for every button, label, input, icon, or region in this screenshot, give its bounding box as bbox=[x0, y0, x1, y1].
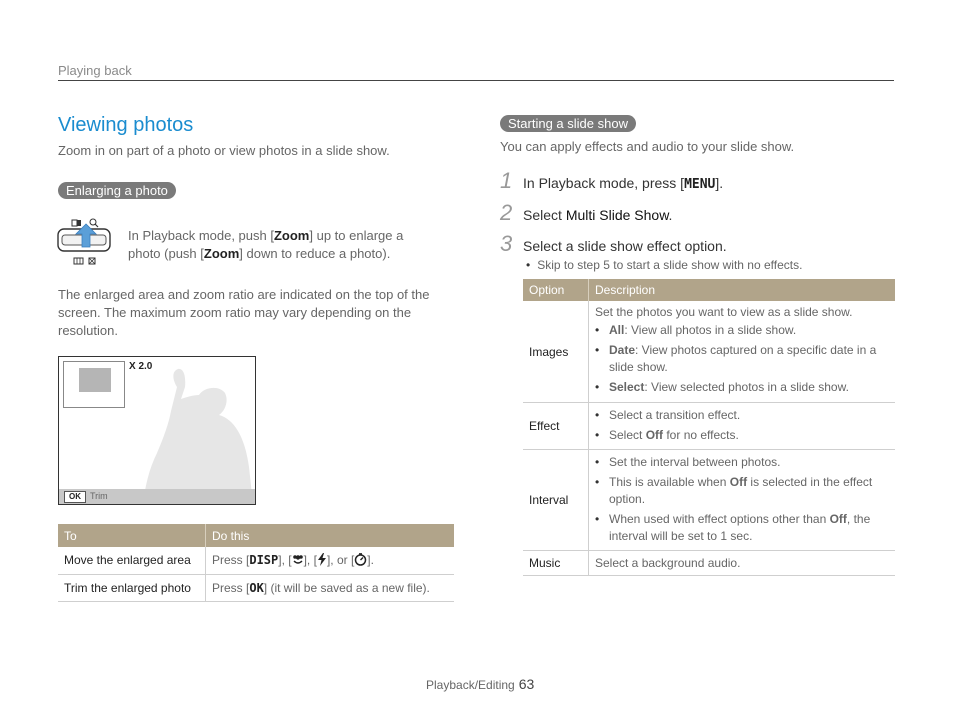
trim-label: Trim bbox=[90, 491, 108, 501]
footer-label: Playback/Editing bbox=[426, 678, 515, 692]
effect-details bbox=[595, 407, 889, 444]
skip-note-text: Skip to step 5 to start a slide show with no effects. bbox=[537, 258, 803, 272]
step-text: Select a slide show effect option. bbox=[523, 238, 727, 254]
option-images: Images bbox=[523, 301, 589, 403]
zoom-instruction bbox=[128, 227, 428, 263]
list-item bbox=[595, 511, 889, 545]
sub-option-name: Date bbox=[609, 343, 636, 357]
section-header: Playing back bbox=[58, 63, 132, 78]
option-music: Music bbox=[523, 551, 589, 576]
zoom-key-label: Zoom bbox=[203, 246, 240, 261]
sub-option-text: : View photos captured on a specific date in a slide show. bbox=[609, 343, 877, 374]
action-trim-photo: Trim the enlarged photo bbox=[58, 574, 206, 601]
detail-text: Select bbox=[609, 428, 646, 442]
zoom-instruction-text: ] down to reduce a photo). bbox=[239, 246, 391, 261]
detail-text: This is available when bbox=[609, 475, 730, 489]
list-item bbox=[595, 342, 889, 376]
step-number: 3 bbox=[500, 231, 513, 256]
list-item bbox=[595, 379, 889, 396]
menu-option-name: Multi Slide Show bbox=[565, 207, 669, 223]
page-number: 63 bbox=[518, 676, 535, 692]
list-item bbox=[595, 474, 889, 508]
bullet: • bbox=[526, 258, 531, 272]
table-row bbox=[523, 403, 895, 450]
zoom-navigation-box bbox=[63, 361, 125, 408]
page-intro: Zoom in on part of a photo or view photos in a slide show. bbox=[58, 143, 390, 158]
ok-key-label: OK bbox=[249, 580, 264, 595]
ok-key-icon: OK bbox=[64, 491, 86, 503]
detail-text: is selected in the effect option. bbox=[609, 475, 873, 506]
zoom-instruction-text: ] up to enlarge a photo (push [ bbox=[128, 228, 404, 261]
slideshow-heading: Starting a slide show bbox=[500, 115, 636, 132]
macro-flower-icon bbox=[292, 553, 304, 565]
table-header-to: To bbox=[58, 524, 206, 547]
step-text bbox=[523, 175, 723, 192]
sub-option-text: : View selected photos in a slide show. bbox=[644, 380, 849, 394]
table-header-description: Description bbox=[589, 279, 896, 301]
table-text: ], or [ bbox=[326, 553, 355, 568]
slideshow-options-table bbox=[523, 279, 895, 576]
option-effect: Effect bbox=[523, 403, 589, 450]
action-trim-keys bbox=[206, 574, 455, 601]
table-row bbox=[523, 301, 895, 403]
sub-option-name: Select bbox=[609, 380, 645, 394]
table-row bbox=[523, 551, 895, 576]
preview-bottom-bar bbox=[59, 489, 255, 504]
menu-key-label: MENU bbox=[684, 177, 716, 192]
step-number: 1 bbox=[500, 168, 513, 193]
step-text-part: . bbox=[668, 207, 673, 223]
table-header-do-this: Do this bbox=[206, 524, 455, 547]
option-music-description: Select a background audio. bbox=[589, 551, 896, 576]
sub-option-text: : View all photos in a slide show. bbox=[624, 323, 797, 337]
slideshow-intro: You can apply effects and audio to your slide show. bbox=[500, 139, 795, 154]
table-text: Press [ bbox=[212, 553, 250, 568]
step-1 bbox=[500, 168, 723, 194]
step-text-part: In Playback mode, press [ bbox=[523, 175, 685, 191]
table-row bbox=[523, 450, 895, 551]
table-text: ], [ bbox=[303, 553, 317, 568]
detail-text: , the interval will be set to 1 sec. bbox=[609, 512, 871, 543]
step-number: 2 bbox=[500, 200, 513, 225]
action-move-area: Move the enlarged area bbox=[58, 547, 206, 574]
zoom-actions-table bbox=[58, 524, 454, 602]
zoom-key-label: Zoom bbox=[273, 228, 310, 243]
self-timer-icon bbox=[354, 553, 367, 566]
off-option-label: Off bbox=[645, 428, 664, 442]
step-3 bbox=[500, 231, 727, 257]
detail-text: for no effects. bbox=[663, 428, 739, 442]
sub-option-name: All bbox=[609, 323, 625, 337]
zoom-lever-icon bbox=[56, 217, 112, 267]
list-item bbox=[595, 322, 889, 339]
page-footer bbox=[426, 676, 534, 692]
off-option-label: Off bbox=[729, 475, 748, 489]
enlarging-heading: Enlarging a photo bbox=[58, 182, 176, 199]
detail-text: When used with effect options other than bbox=[609, 512, 830, 526]
table-header-option: Option bbox=[523, 279, 589, 301]
disp-key-label: DISP bbox=[249, 553, 279, 568]
table-text: ], [ bbox=[278, 553, 292, 568]
enlarged-photo-preview bbox=[58, 356, 256, 505]
off-option-label: Off bbox=[829, 512, 847, 526]
table-text: ] (it will be saved as a new file). bbox=[263, 580, 430, 595]
option-interval: Interval bbox=[523, 450, 589, 551]
table-row bbox=[58, 574, 454, 601]
images-sub-options bbox=[595, 322, 889, 396]
zoom-instruction-text: In Playback mode, push [ bbox=[128, 228, 274, 243]
page-title: Viewing photos bbox=[58, 114, 194, 136]
table-text: ]. bbox=[367, 553, 374, 568]
header-divider bbox=[58, 80, 894, 81]
interval-details bbox=[595, 454, 889, 545]
skip-note bbox=[526, 258, 802, 272]
enlarged-area-note: The enlarged area and zoom ratio are indicated on the top of the screen. The maximum zoom ratio may vary depending on the resolution. bbox=[58, 287, 430, 338]
option-effect-description bbox=[589, 403, 896, 450]
list-item: • Select a transition effect. bbox=[595, 407, 889, 424]
table-row bbox=[58, 547, 454, 574]
action-move-keys bbox=[206, 547, 455, 574]
table-text: Press [ bbox=[212, 580, 250, 595]
option-images-description bbox=[589, 301, 896, 403]
zoom-area-indicator bbox=[79, 368, 111, 392]
zoom-ratio: X 2.0 bbox=[129, 361, 153, 372]
list-item: • Set the interval between photos. bbox=[595, 454, 889, 471]
step-2 bbox=[500, 200, 672, 226]
list-item bbox=[595, 427, 889, 444]
step-text bbox=[523, 207, 672, 223]
option-interval-description bbox=[589, 450, 896, 551]
step-text-part: Select bbox=[523, 207, 566, 223]
step-text-part: ]. bbox=[715, 175, 724, 191]
images-desc-text: Set the photos you want to view as a slide show. bbox=[595, 305, 853, 319]
flash-icon bbox=[317, 553, 327, 566]
